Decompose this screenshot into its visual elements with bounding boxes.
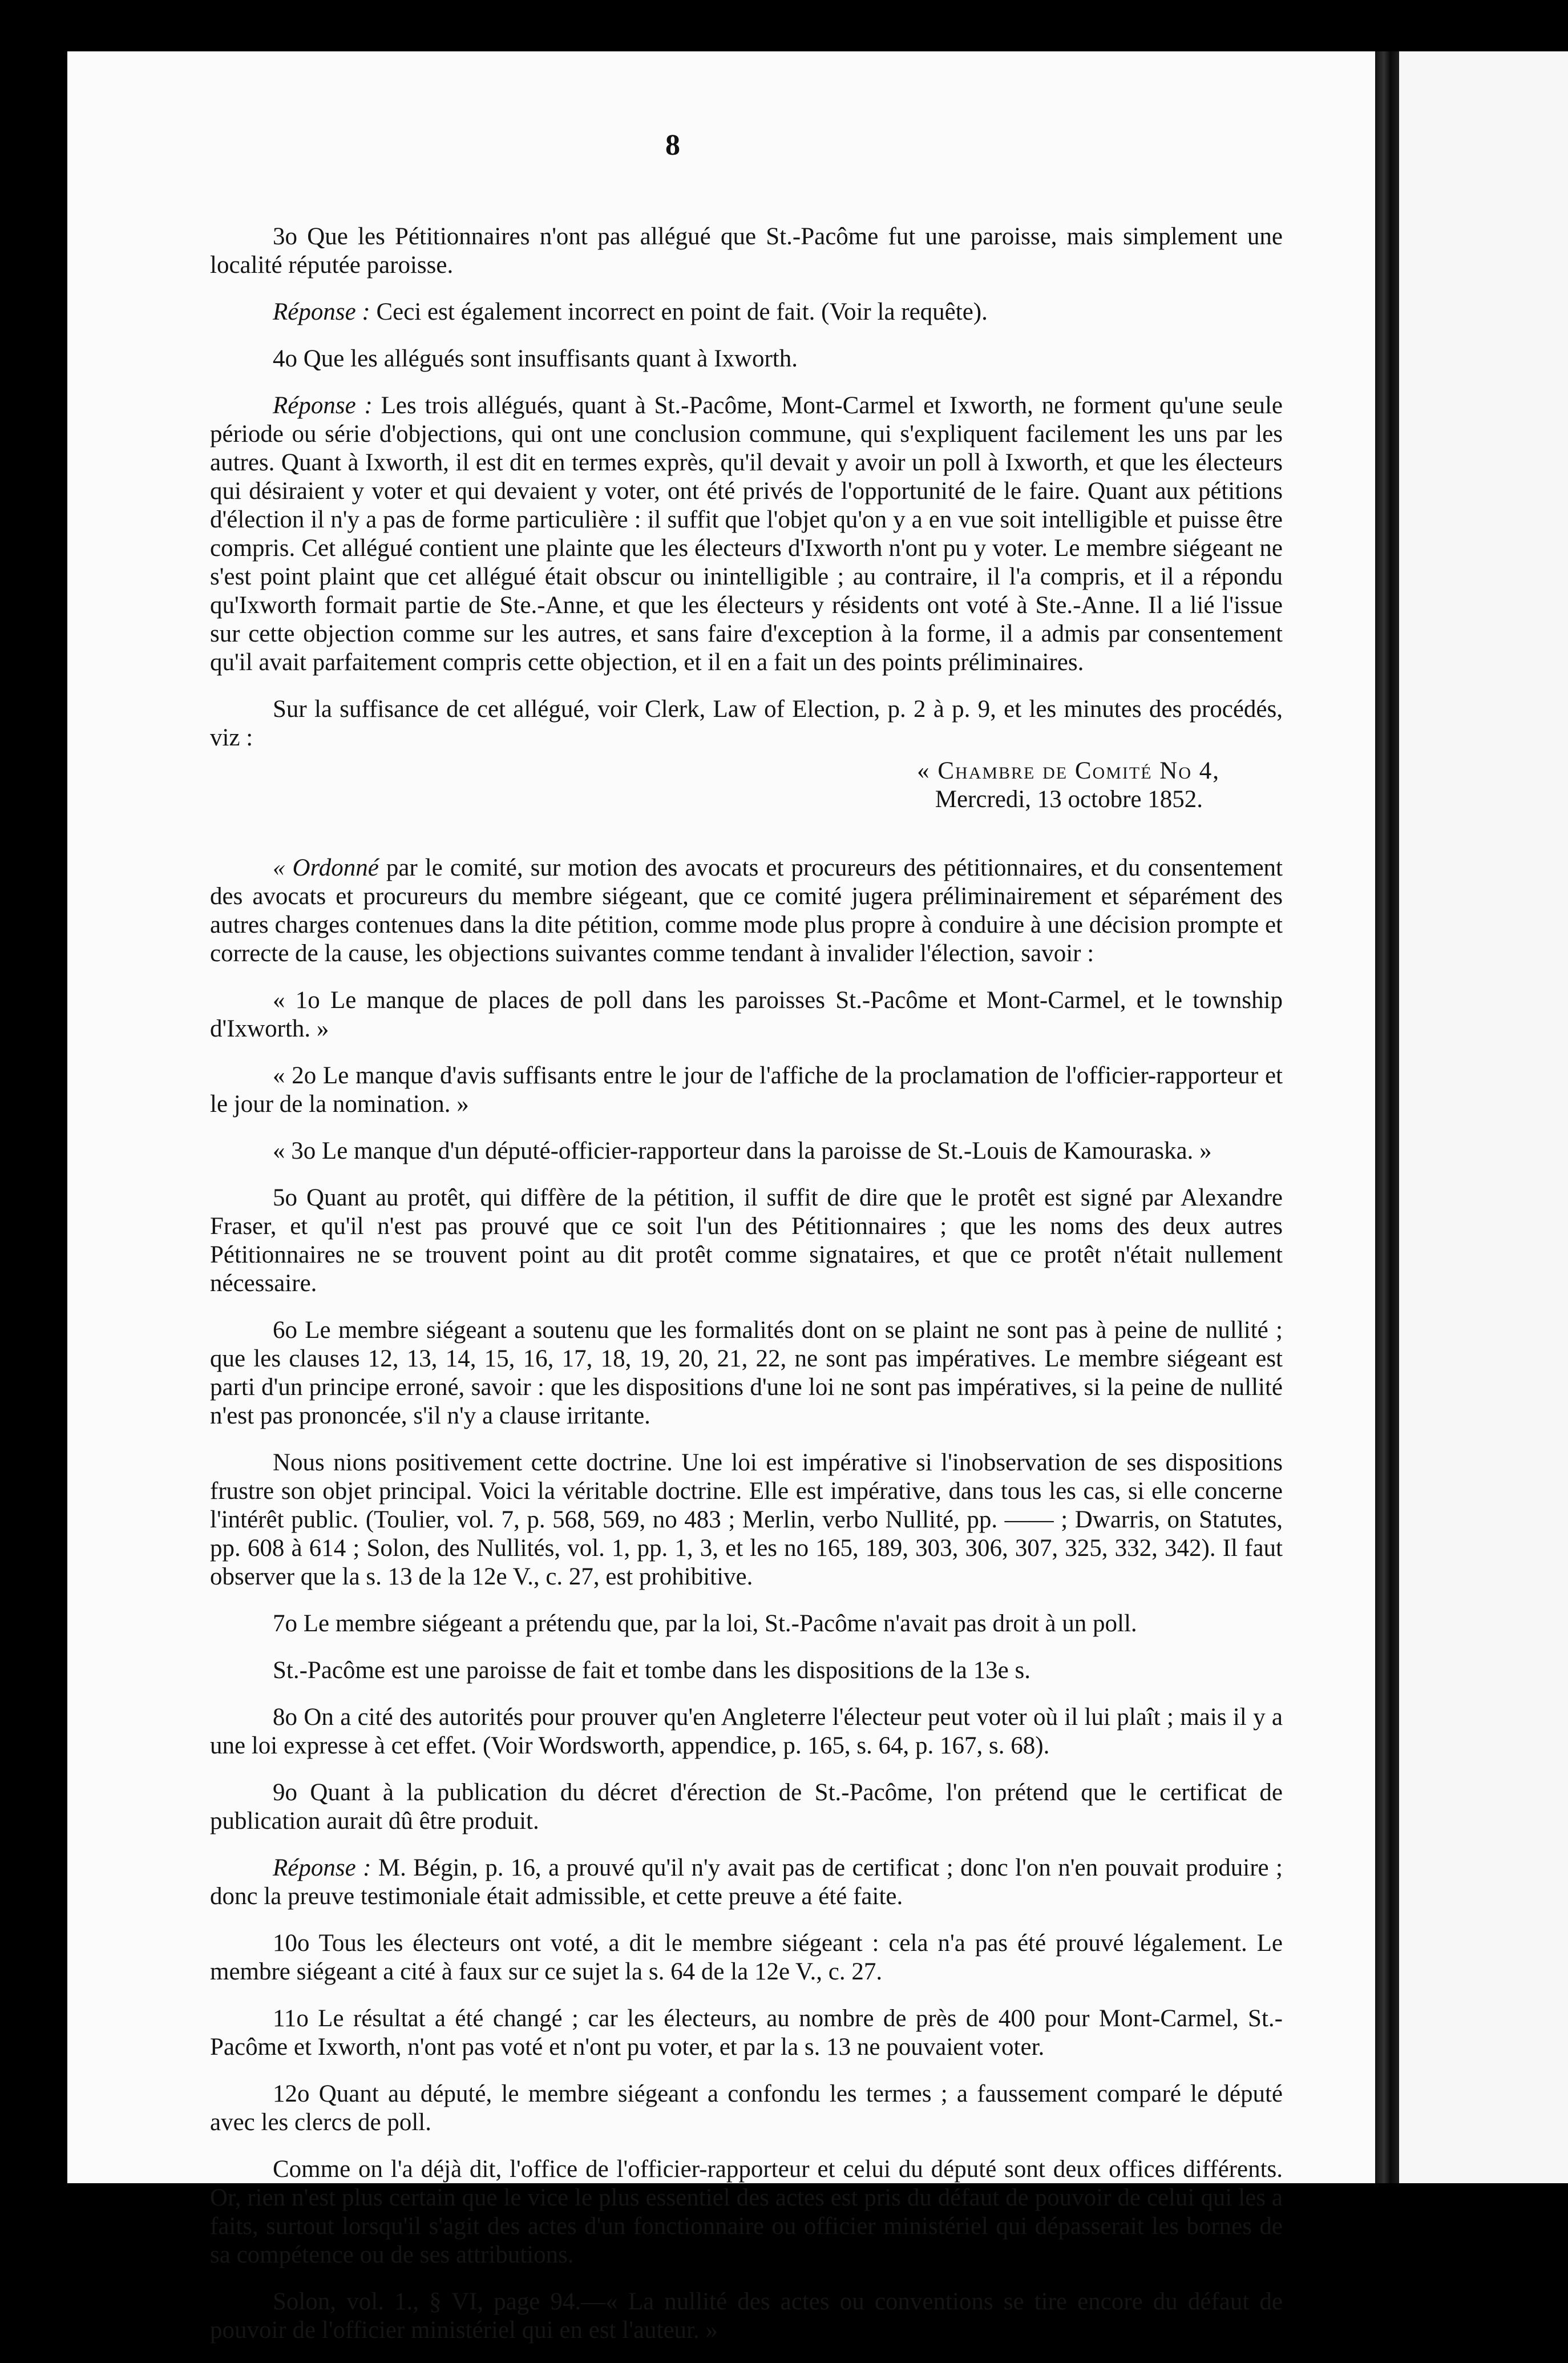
paragraph: Réponse : M. Bégin, p. 16, a prouvé qu'il n'y avait pas de certificat ; donc l'on n'en pouvait produire ; donc la preuve testimoniale était admissible, et cette preuve a été faite. (210, 1854, 1283, 1910)
objection-item: « 1o Le manque de places de poll dans les paroisses St.-Pacôme et Mont-Carmel, et le township d'Ixworth. » (210, 987, 1283, 1042)
reponse-label: Réponse : (273, 1854, 371, 1881)
paragraph: Réponse : Les trois allégués, quant à St.-Pacôme, Mont-Carmel et Ixworth, ne forment qu'une seule période ou série d'objections, qui ont une conclusion commune, qui s'expliquent facilement les uns par les autres. Quant à Ixworth, il est dit en termes exprès, qu'il devait y avoir un poll à Ixworth, et que les électeurs qui désiraient y voter et qui devaient y voter, ont été privés de l'opportunité de le faire. Quant aux pétitions d'élection il n'y a pas de forme particulière : il suffit que l'objet qu'on y a en vue soit intelligible et puisse être compris. Cet allégué contient une plainte que les électeurs d'Ixworth n'ont pu y voter. Le membre siégeant ne s'est point plaint que cet allégué était obscur ou inintelligible ; au contraire, il l'a compris, et il a répondu qu'Ixworth formait partie de Ste.-Anne, et que les électeurs y résidents ont voté à Ste.-Anne. Il a lié l'issue sur cette objection comme sur les autres, et sans faire d'exception à la forme, il a admis par consentement qu'il avait parfaitement compris cette objection, et il en a fait un des points préliminaires. (210, 392, 1283, 676)
page-number: 8 (665, 129, 680, 162)
paragraph: 10o Tous les électeurs ont voté, a dit le membre siégeant : cela n'a pas été prouvé légalement. Le membre siégeant a cité à faux sur ce sujet la s. 64 de la 12e V., c. 27. (210, 1930, 1283, 1985)
paragraph: Solon, vol. 1., § VI, page 94.—« La nullité des actes ou conventions se tire encore du défaut de pouvoir de l'officier ministériel qui en est l'auteur. » (210, 2288, 1283, 2344)
page-body (210, 223, 1283, 2363)
page-gutter (1375, 51, 1400, 2183)
paragraph: 9o Quant à la publication du décret d'érection de St.-Pacôme, l'on prétend que le certificat de publication aurait dû être produit. (210, 1779, 1283, 1834)
paragraph: 7o Le membre siégeant a prétendu que, par la loi, St.-Pacôme n'avait pas droit à un poll. (273, 1610, 1137, 1637)
paragraph: 8o On a cité des autorités pour prouver qu'en Angleterre l'électeur peut voter où il lui plaît ; mais il y a une loi expresse à cet effet. (Voir Wordsworth, appendice, p. 165, s. 64, p. 167, s. 68). (210, 1704, 1283, 1759)
objection-item: « 2o Le manque d'avis suffisants entre le jour de l'affiche de la proclamation de l'officier-rapporteur et le jour de la nomination. » (210, 1062, 1283, 1118)
paragraph: 6o Le membre siégeant a soutenu que les formalités dont on se plaint ne sont pas à peine de nullité ; que les clauses 12, 13, 14, 15, 16, 17, 18, 19, 20, 21, 22, ne sont pas impératives. Le membre siégeant est parti d'un principe erroné, savoir : que les dispositions d'une loi ne sont pas impératives, si la peine de nullité n'est pas prononcée, s'il n'y a clause irritante. (210, 1317, 1283, 1429)
paragraph: 5o Quant au protêt, qui diffère de la pétition, il suffit de dire que le protêt est signé par Alexandre Fraser, et qu'il n'est pas prouvé que ce soit l'un des Pétitionnaires ; que les noms des deux autres Pétitionnaires ne se trouvent point au dit protêt comme signataires, et que ce protêt n'était nullement nécessaire. (210, 1184, 1283, 1297)
facing-page-edge (1399, 51, 1568, 2183)
paragraph: Sur la suffisance de cet allégué, voir Clerk, Law of Election, p. 2 à p. 9, et les minutes des procédés, viz : (210, 696, 1283, 751)
paragraph: Comme on l'a déjà dit, l'office de l'officier-rapporteur et celui du député sont deux offices différents. Or, rien n'est plus certain que le vice le plus essentiel des actes est pris du défaut de pouvoir de celui qui les a faits, surtout lorsqu'il s'agit des actes d'un fonctionnaire ou officier ministériel qui dépasserait les bornes de sa compétence ou de ses attributions. (210, 2156, 1283, 2268)
order-paragraph: « Ordonné par le comité, sur motion des avocats et procureurs des pétitionnaires, et du consentement des avocats et procureurs du membre siégeant, que ce comité jugera préliminairement et séparément des autres charges contenues dans la dite pétition, comme mode plus propre à conduire à une décision prompte et correcte de la cause, les objections suivantes comme tendant à invalider l'élection, savoir : (210, 854, 1283, 967)
paragraph: 4o Que les allégués sont insuffisants quant à Ixworth. (273, 345, 798, 372)
document-page (67, 51, 1385, 2344)
reponse-label: Réponse : (273, 392, 373, 419)
ordonne-label: « Ordonné (273, 854, 379, 881)
paragraph: Réponse : Ceci est également incorrect en point de fait. (Voir la requête). (273, 299, 988, 325)
objection-item: « 3o Le manque d'un député-officier-rapporteur dans la paroisse de St.-Louis de Kamouraska. » (273, 1138, 1212, 1164)
paragraph: Nous nions positivement cette doctrine. Une loi est impérative si l'inobservation de ses dispositions frustre son objet principal. Voici la véritable doctrine. Elle est impérative, dans tous les cas, si elle concerne l'intérêt public. (Toulier, vol. 7, p. 568, 569, no 483 ; Merlin, verbo Nullité, pp. —— ; Dwarris, on Statutes, pp. 608 à 614 ; Solon, des Nullités, vol. 1, pp. 1, 3, et les no 165, 189, 303, 306, 307, 325, 332, 342). Il faut observer que la s. 13 de la 12e V., c. 27, est prohibitive. (210, 1449, 1283, 1590)
committee-heading: « Chambre de Comité No 4, (917, 757, 1220, 784)
paragraph: St.-Pacôme est une paroisse de fait et tombe dans les dispositions de la 13e s. (273, 1657, 1030, 1684)
paragraph: 12o Quant au député, le membre siégeant a confondu les termes ; a faussement comparé le député avec les clercs de poll. (210, 2080, 1283, 2136)
reponse-label: Réponse : (273, 299, 370, 325)
paragraph: 3o Que les Pétitionnaires n'ont pas allégué que St.-Pacôme fut une paroisse, mais simplement une localité réputée paroisse. (210, 223, 1283, 279)
committee-date: Mercredi, 13 octobre 1852. (935, 786, 1203, 813)
paragraph: 11o Le résultat a été changé ; car les électeurs, au nombre de près de 400 pour Mont-Carmel, St.-Pacôme et Ixworth, n'ont pas voté et n'ont pu voter, et par la s. 13 ne pouvaient voter. (210, 2005, 1283, 2060)
